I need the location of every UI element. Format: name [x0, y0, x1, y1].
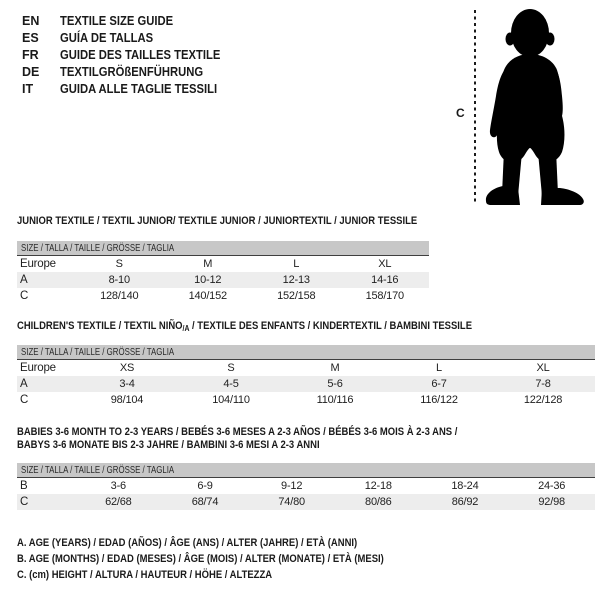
language-label: GUIDA ALLE TAGLIE TESSILI: [60, 82, 218, 96]
table-title-segment: / TEXTILE DES ENFANTS / KINDERTEXTIL / BAMBINI TESSILE: [189, 320, 473, 332]
junior-table-title: [17, 215, 482, 228]
table-row: [17, 478, 595, 494]
size-cell: 122/128: [523, 394, 563, 406]
size-cell: 152/158: [277, 290, 316, 302]
table-title-text: [17, 426, 457, 439]
children-table-title: [17, 320, 546, 335]
size-cell: 158/170: [365, 290, 404, 302]
table-title-line: [17, 426, 529, 439]
language-code: IT: [22, 82, 34, 96]
language-item: [22, 30, 238, 47]
size-cell: 5-6: [327, 378, 343, 390]
footnote-text: A. AGE (YEARS) / EDAD (AÑOS) / ÂGE (ANS) / ALTER (JAHRE) / ETÀ (ANNI): [17, 537, 358, 549]
size-cell: 92/98: [538, 496, 565, 508]
language-label: TEXTILGRÖßENFÜHRUNG: [60, 65, 204, 79]
size-cell: 80/86: [365, 496, 392, 508]
size-cell: XS: [119, 362, 135, 374]
language-item: [22, 13, 238, 30]
language-label: GUIDE DES TAILLES TEXTILE: [60, 48, 221, 62]
table-title-segment: CHILDREN'S TEXTILE / TEXTIL NIÑO: [17, 320, 183, 332]
size-header-bar: [17, 463, 595, 478]
language-code: FR: [22, 48, 39, 62]
children-size-table: [17, 345, 595, 408]
size-cell: S: [115, 258, 123, 270]
size-cell: 104/110: [212, 394, 250, 406]
language-code: ES: [22, 31, 39, 45]
size-cell: 140/152: [188, 290, 227, 302]
size-cell: 110/116: [316, 394, 354, 406]
language-list: [22, 13, 238, 98]
size-header-text: SIZE / TALLA / TAILLE / GRÖSSE / TAGLIA: [21, 242, 175, 254]
size-cell: M: [203, 258, 213, 270]
table-title-segment: BABYS 3-6 MONATE BIS 2-3 JAHRE / BAMBINI 3-6 MESI A 2-3 ANNI: [17, 439, 320, 451]
size-cell: 10-12: [194, 274, 222, 286]
language-item: [22, 64, 238, 81]
size-header-bar: [17, 345, 595, 360]
size-cell: 12-18: [364, 480, 392, 492]
size-header-text: SIZE / TALLA / TAILLE / GRÖSSE / TAGLIA: [21, 464, 175, 476]
junior-size-table: [17, 241, 429, 304]
size-cell: 68/74: [191, 496, 219, 508]
table-row: [17, 376, 595, 392]
figure-height-measure: [468, 2, 592, 210]
row-label: B: [20, 480, 28, 492]
size-cell: 14-16: [371, 274, 399, 286]
row-label: C: [20, 496, 29, 508]
size-cell: 9-12: [281, 480, 303, 492]
language-label: GUÍA DE TALLAS: [60, 31, 154, 45]
language-code: DE: [22, 65, 40, 79]
row-label: Europe: [20, 258, 56, 270]
row-label: A: [20, 378, 28, 390]
baby-silhouette-shape: [486, 9, 584, 205]
size-cell: 8-10: [108, 274, 130, 286]
size-cell: 62/68: [105, 496, 132, 508]
table-title-text: [17, 320, 472, 335]
table-title-subscript: /A: [182, 324, 190, 333]
babies-size-table: [17, 463, 595, 510]
size-cell: 3-4: [119, 378, 135, 390]
size-cell: L: [436, 362, 442, 374]
row-label: C: [20, 394, 29, 406]
table-title-text: [17, 439, 320, 452]
babies-table-title: [17, 426, 529, 452]
table-row: [17, 392, 595, 408]
size-cell: 116/122: [420, 394, 458, 406]
size-table-grid: [17, 256, 429, 304]
row-label: Europe: [20, 362, 56, 374]
footnote-line: [17, 551, 444, 567]
size-cell: 86/92: [451, 496, 479, 508]
footnote-line: [17, 535, 444, 551]
row-label: A: [20, 274, 28, 286]
size-table-grid: [17, 360, 595, 408]
height-measure-label: C: [456, 106, 465, 120]
language-item: [22, 47, 238, 64]
table-title-line: [17, 439, 529, 452]
size-cell: 128/140: [100, 290, 139, 302]
table-row: [17, 256, 429, 272]
table-title-segment: JUNIOR TEXTILE / TEXTIL JUNIOR/ TEXTILE JUNIOR / JUNIORTEXTIL / JUNIOR TESSILE: [17, 215, 418, 227]
size-table-grid: [17, 478, 595, 510]
size-cell: M: [330, 362, 340, 374]
row-label: C: [20, 290, 29, 302]
table-row: [17, 360, 595, 376]
size-cell: 4-5: [223, 378, 239, 390]
footnote-text: B. AGE (MONTHS) / EDAD (MESES) / ÂGE (MOIS) / ALTER (MONATE) / ETÀ (MESI): [17, 553, 384, 565]
size-cell: 24-36: [538, 480, 566, 492]
size-cell: 18-24: [451, 480, 479, 492]
size-header-text: SIZE / TALLA / TAILLE / GRÖSSE / TAGLIA: [21, 346, 175, 358]
size-header-bar: [17, 241, 429, 256]
footnotes-list: [17, 535, 444, 583]
size-cell: 74/80: [278, 496, 305, 508]
language-code: EN: [22, 14, 40, 28]
size-cell: 7-8: [535, 378, 551, 390]
table-title-text: [17, 215, 417, 228]
table-title-line: [17, 215, 482, 228]
table-row: [17, 494, 595, 510]
footnote-text: C. (cm) HEIGHT / ALTURA / HAUTEUR / HÖHE / ALTEZZA: [17, 569, 273, 581]
table-row: [17, 272, 429, 288]
size-cell: XL: [378, 258, 392, 270]
size-cell: XL: [536, 362, 550, 374]
size-cell: S: [227, 362, 235, 374]
size-cell: 6-9: [197, 480, 213, 492]
size-cell: 3-6: [110, 480, 126, 492]
footnote-line: [17, 567, 444, 583]
language-label: TEXTILE SIZE GUIDE: [60, 14, 174, 28]
table-row: [17, 288, 429, 304]
baby-silhouette: [468, 2, 592, 210]
table-title-line: [17, 320, 546, 335]
language-item: [22, 81, 238, 98]
size-cell: 12-13: [282, 274, 310, 286]
size-cell: L: [293, 258, 300, 270]
size-cell: 98/104: [110, 394, 144, 406]
size-cell: 6-7: [431, 378, 447, 390]
table-title-segment: BABIES 3-6 MONTH TO 2-3 YEARS / BEBÉS 3-6 MESES A 2-3 AÑOS / BÉBÉS 3-6 MOIS À 2-3 ANS /: [17, 426, 458, 438]
